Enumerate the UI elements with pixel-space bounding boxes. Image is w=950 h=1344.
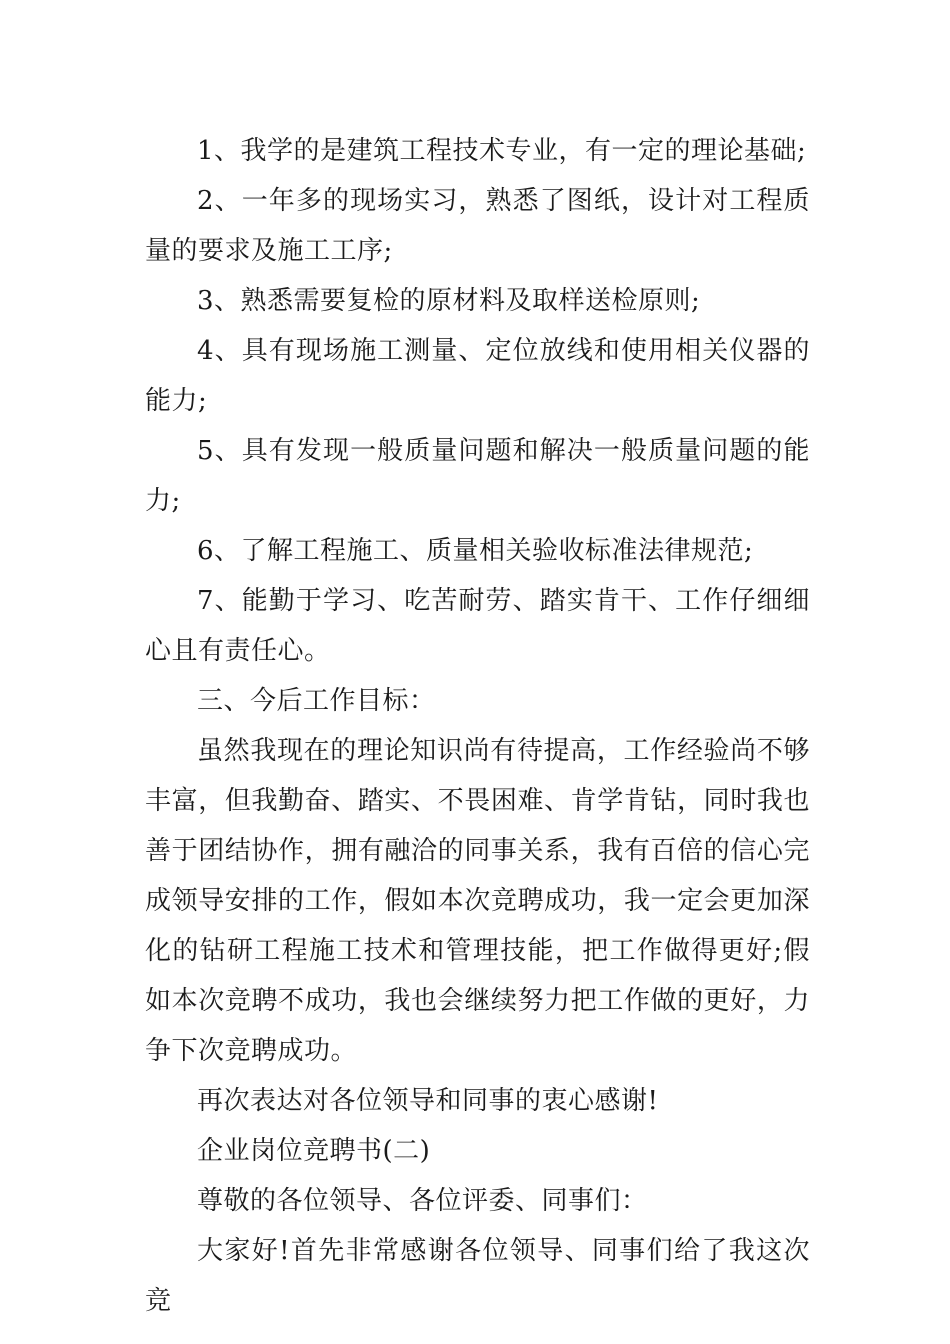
list-item-3: 3、熟悉需要复检的原材料及取样送检原则; [197,286,701,316]
list-item-7: 7、能勤于学习、吃苦耐劳、踏实肯干、工作仔细细心且有责任心。 [145,586,810,666]
list-item-6: 6、了解工程施工、质量相关验收标准法律规范; [197,536,754,566]
greeting-paragraph: 大家好!首先非常感谢各位领导、同事们给了我这次竞 [145,1236,810,1316]
list-item-2: 2、一年多的现场实习，熟悉了图纸，设计对工程质量的要求及施工工序; [145,186,810,266]
list-item-4: 4、具有现场施工测量、定位放线和使用相关仪器的能力; [145,336,810,416]
list-item-5: 5、具有发现一般质量问题和解决一般质量问题的能力; [145,436,810,516]
body-paragraph: 虽然我现在的理论知识尚有待提高，工作经验尚不够丰富，但我勤奋、踏实、不畏困难、肯学肯钻，同时我也善于团结协作，拥有融洽的同事关系，我有百倍的信心完成领导安排的工作，假如本次竞聘成功，我一定会更加深化的钻研工程施工技术和管理技能，把工作做得更好;假如本次竞聘不成功，我也会继续努力把工作做的更好，力争下次竞聘成功。 [145,736,810,1066]
salutation: 尊敬的各位领导、各位评委、同事们： [197,1186,648,1216]
section-heading: 三、今后工作目标： [197,686,436,716]
thanks-paragraph: 再次表达对各位领导和同事的衷心感谢! [197,1086,659,1116]
document-title: 企业岗位竞聘书(二) [197,1136,431,1166]
list-item-1: 1、我学的是建筑工程技术专业，有一定的理论基础; [197,136,807,166]
document-body [145,126,810,1326]
